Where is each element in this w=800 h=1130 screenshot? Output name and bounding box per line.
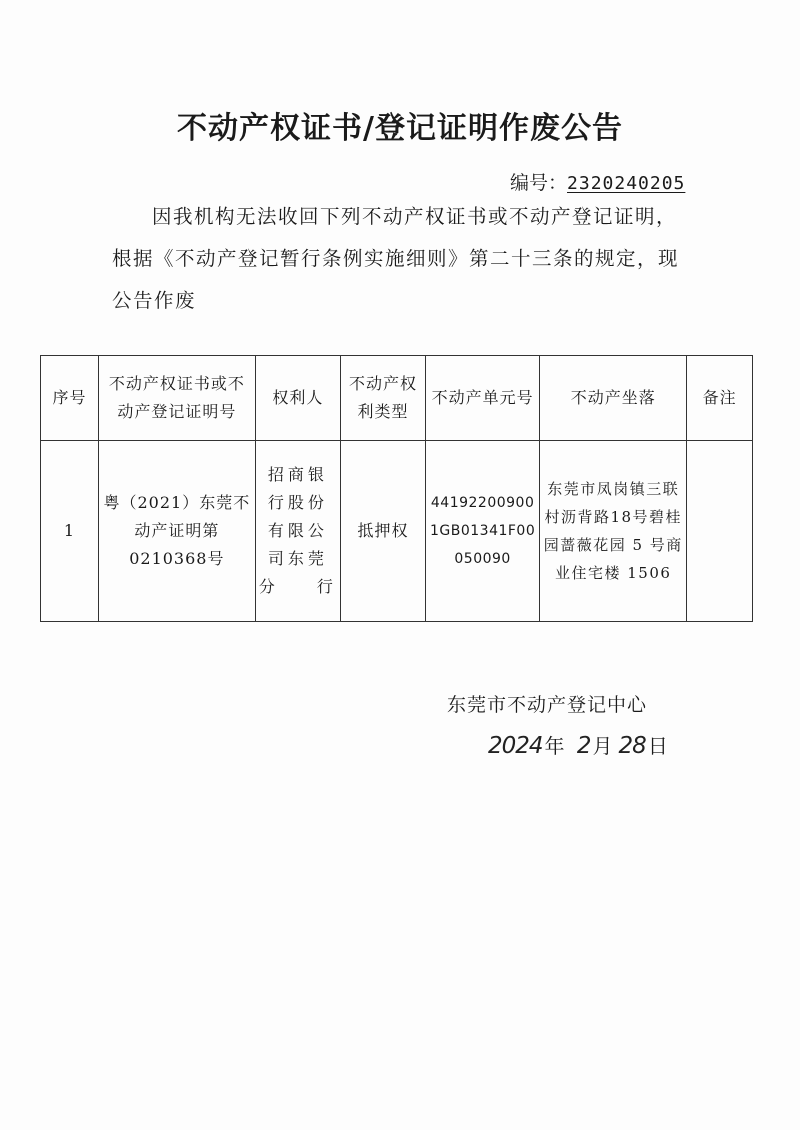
header-holder: 权利人 [255,356,340,441]
cell-right-type: 抵押权 [340,441,425,622]
date-year-char: 年 [544,734,565,758]
date-month-handwritten: 2 [576,733,591,759]
date-day-char: 日 [647,734,668,758]
header-remark: 备注 [687,356,753,441]
date-year-handwritten: 2024 [488,733,543,759]
notice-body-text: 因我机构无法收回下列不动产权证书或不动产登记证明，根据《不动产登记暂行条例实施细则》第二十三条的规定，现公告作废 [112,205,680,312]
date-month-char: 月 [592,734,613,758]
issue-date [488,730,674,759]
document-number-label: 编号： [510,172,568,194]
cell-location: 东莞市凤岗镇三联村沥背路18号碧桂园蔷薇花园 5 号商业住宅楼 1506 [540,441,687,622]
header-cert-number: 不动产权证书或不动产登记证明号 [98,356,255,441]
cell-holder: 招商银行股份有限公司东莞分行 [255,441,340,622]
table-row [41,441,753,622]
table-header-row [41,356,753,441]
document-number-value: 2320240205 [567,173,686,194]
issuer-name: 东莞市不动产登记中心 [447,694,648,716]
cell-cert-number: 粤（2021）东莞不动产证明第0210368号 [98,441,255,622]
header-seq: 序号 [41,356,99,441]
header-unit-number: 不动产单元号 [426,356,540,441]
header-right-type: 不动产权利类型 [340,356,425,441]
cell-unit-number: 441922009001GB01341F00050090 [426,441,540,622]
document-title: 不动产权证书/登记证明作废公告 [177,111,623,146]
header-location: 不动产坐落 [540,356,687,441]
date-day-handwritten: 28 [618,733,646,759]
cell-remark [687,441,753,622]
void-certificate-table [40,355,753,622]
document-number [510,168,685,195]
cell-seq: 1 [41,441,99,622]
